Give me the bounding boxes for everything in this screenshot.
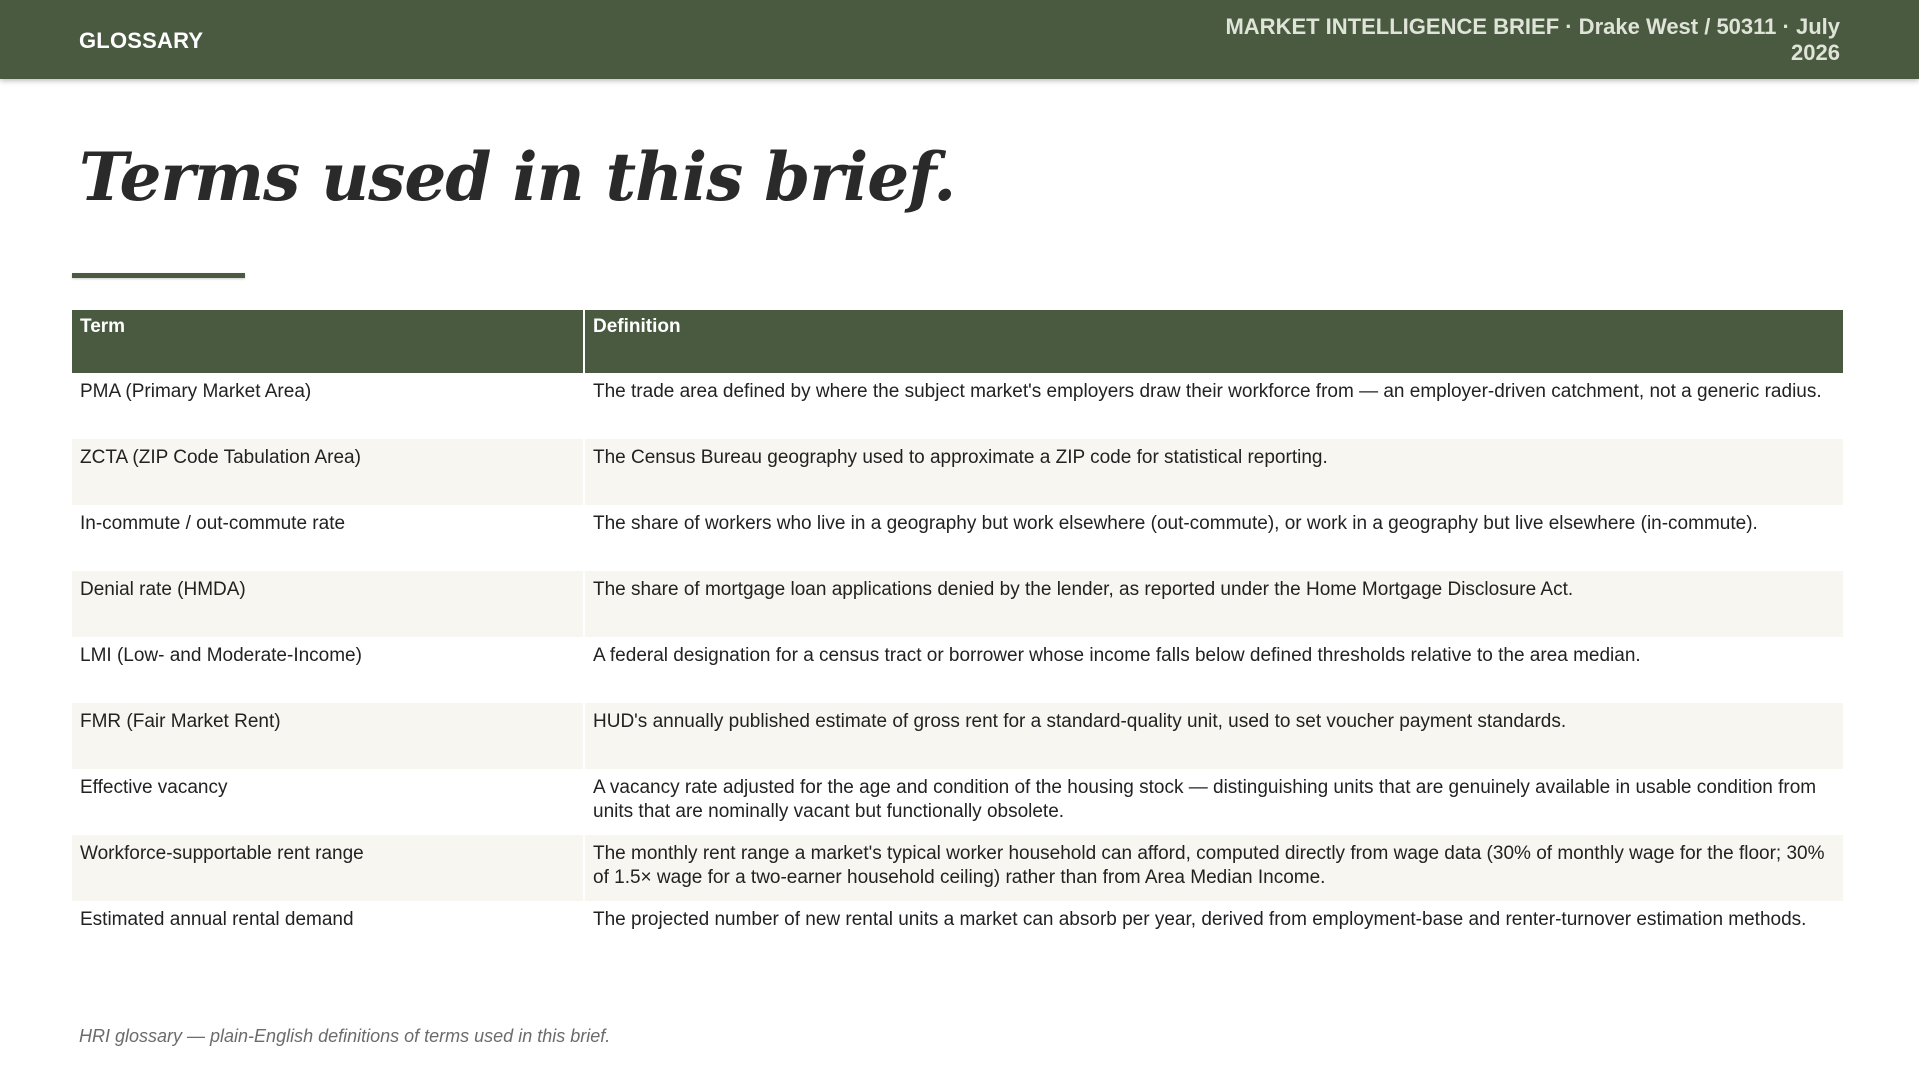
term-cell: PMA (Primary Market Area) [72, 373, 584, 439]
definition-cell: The trade area defined by where the subject market's employers draw their workforce from — an employer-driven catchment, not a generic radius. [584, 373, 1843, 439]
definition-cell: A vacancy rate adjusted for the age and condition of the housing stock — distinguishing units that are genuinely available in usable condition from units that are nominally vacant but functionally obsolete. [584, 769, 1843, 835]
term-cell: FMR (Fair Market Rent) [72, 703, 584, 769]
definition-cell: The projected number of new rental units a market can absorb per year, derived from employment-base and renter-turnover estimation methods. [584, 901, 1843, 967]
term-cell: Estimated annual rental demand [72, 901, 584, 967]
table-row [72, 637, 1843, 703]
section-label: GLOSSARY [79, 28, 204, 53]
term-cell: Denial rate (HMDA) [72, 571, 584, 637]
term-cell: Effective vacancy [72, 769, 584, 835]
table-row [72, 571, 1843, 637]
term-cell: In-commute / out-commute rate [72, 505, 584, 571]
table-row [72, 439, 1843, 505]
header-bar [0, 0, 1919, 79]
definition-cell: A federal designation for a census tract or borrower whose income falls below defined thresholds relative to the area median. [584, 637, 1843, 703]
title-accent-rule [72, 273, 245, 278]
definition-cell: The monthly rent range a market's typical worker household can afford, computed directly from wage data (30% of monthly wage for the floor; 30% of 1.5× wage for a two-earner household ceiling) rather than from Area Median Income. [584, 835, 1843, 901]
term-cell: Workforce-supportable rent range [72, 835, 584, 901]
column-header-definition: Definition [584, 310, 1843, 373]
definition-cell: The Census Bureau geography used to approximate a ZIP code for statistical reporting. [584, 439, 1843, 505]
table-row [72, 901, 1843, 967]
table-row [72, 835, 1843, 901]
term-cell: LMI (Low- and Moderate-Income) [72, 637, 584, 703]
table-row [72, 769, 1843, 835]
definition-cell: The share of mortgage loan applications denied by the lender, as reported under the Home Mortgage Disclosure Act. [584, 571, 1843, 637]
brief-meta: MARKET INTELLIGENCE BRIEF · Drake West / 50311 · July 2026 [1225, 14, 1840, 65]
glossary-table [72, 310, 1843, 967]
table-row [72, 505, 1843, 571]
table-header-row [72, 310, 1843, 373]
column-header-term: Term [72, 310, 584, 373]
table-row [72, 373, 1843, 439]
definition-cell: The share of workers who live in a geography but work elsewhere (out-commute), or work in a geography but live elsewhere (in-commute). [584, 505, 1843, 571]
definition-cell: HUD's annually published estimate of gross rent for a standard-quality unit, used to set voucher payment standards. [584, 703, 1843, 769]
term-cell: ZCTA (ZIP Code Tabulation Area) [72, 439, 584, 505]
page-title: Terms used in this brief. [79, 138, 956, 216]
footnote: HRI glossary — plain-English definitions of terms used in this brief. [79, 1026, 611, 1046]
table-row [72, 703, 1843, 769]
